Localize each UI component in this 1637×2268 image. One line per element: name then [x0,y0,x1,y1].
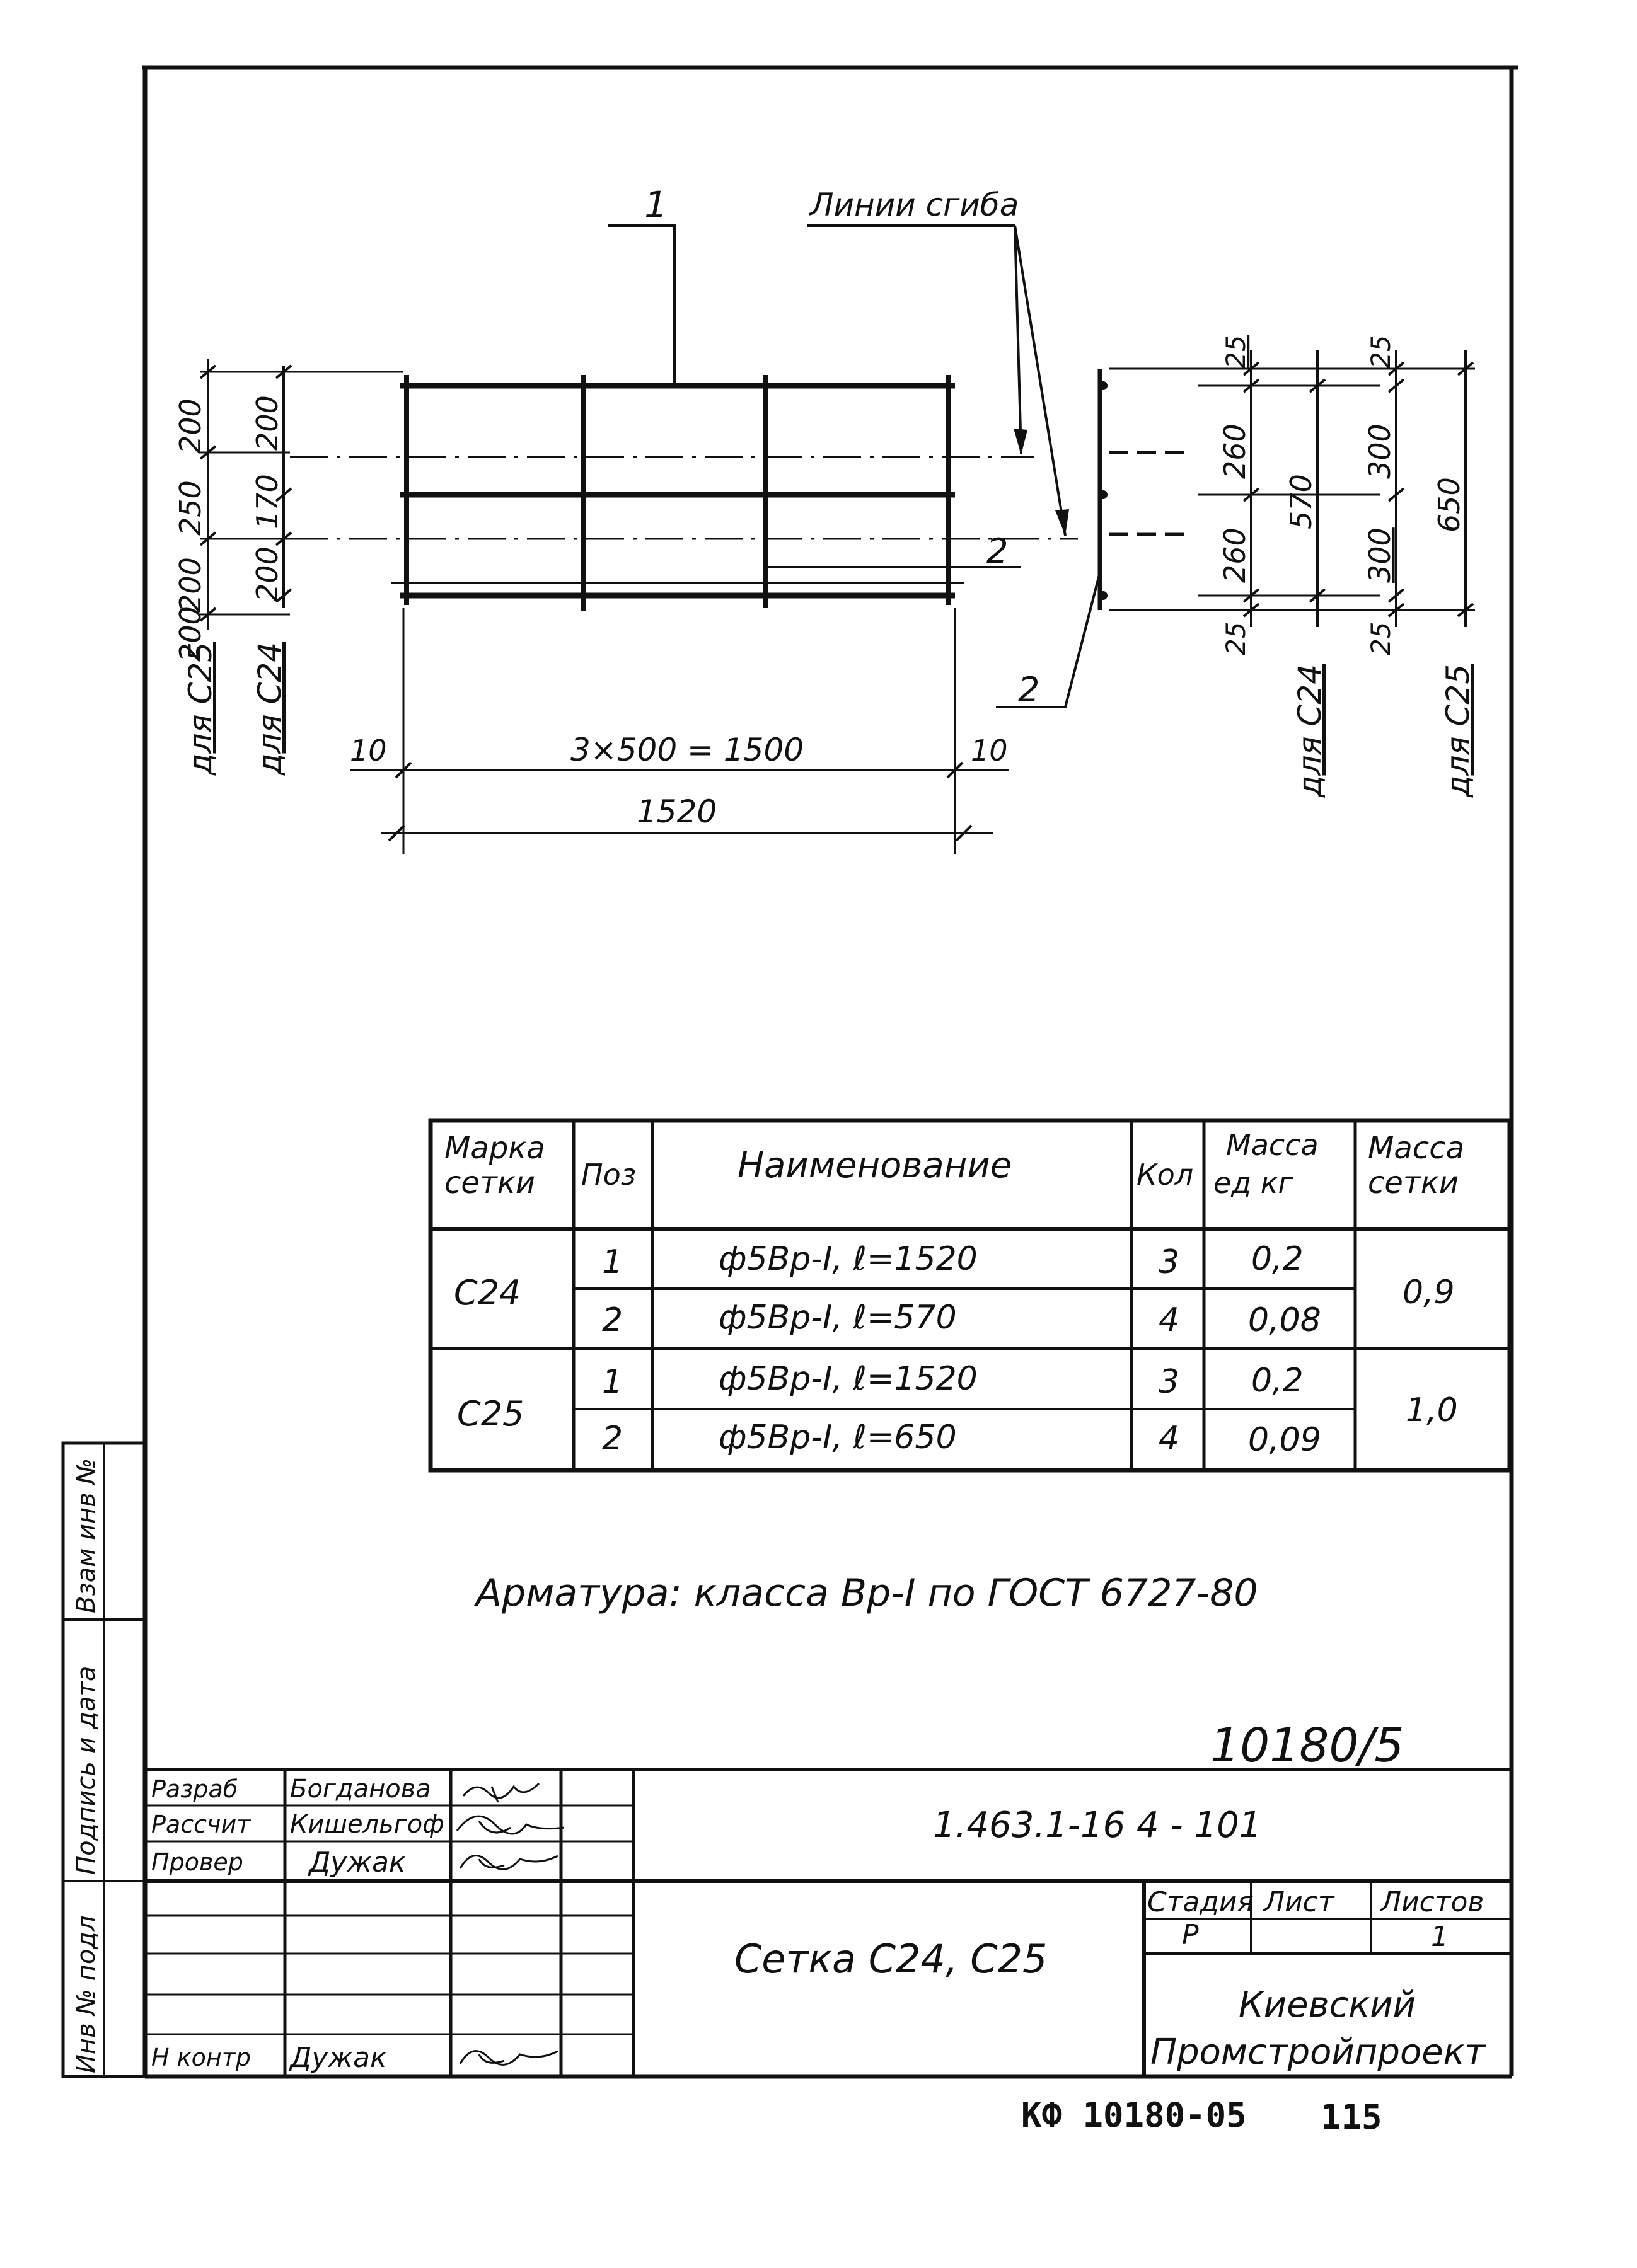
header-unit-mass-1: Масса [1226,1128,1319,1162]
row-qty: 3 [1159,1243,1180,1281]
mesh-plan-view [290,375,1078,854]
left-caption-c25: для С25 [182,642,219,775]
sec-dim-outer-4: 25 [1365,621,1396,655]
header-name: Наименование [738,1145,1012,1186]
sec-dim-outer-1: 25 [1365,335,1396,369]
dim-left-gap: 10 [350,734,387,768]
document-code: 1.463.1-16 4 - 101 [933,1805,1262,1846]
row-qty: 3 [1159,1363,1180,1401]
role-norm-control: Н контр [151,2044,251,2071]
left-dim-inner-2: 170 [250,474,284,529]
sheets-label: Листов [1380,1886,1484,1918]
sec-dim-inner-1: 25 [1220,335,1251,369]
mesh-section-view [996,335,1476,798]
row-name: ф5Вр-I, ℓ=1520 [719,1240,978,1278]
sec-caption-c24: для С24 [1292,664,1328,797]
signature [460,2051,558,2065]
mark-c25: С25 [457,1394,524,1434]
row-mass-unit: 0,2 [1251,1362,1304,1400]
organization-line1: Киевский [1239,1984,1416,2025]
sec-dim-outer-total: 650 [1432,477,1466,532]
sec-dim-inner-total: 570 [1284,474,1318,529]
leader-pos2-section-label: 2 [1018,670,1040,710]
sheets-value: 1 [1431,1921,1449,1953]
name-checker: Дужак [309,1846,406,1879]
name-calculator: Кишельгоф [290,1810,444,1839]
header-mesh-mass-2: сетки [1368,1165,1459,1200]
row-name: ф5Вр-I, ℓ=650 [719,1419,957,1456]
left-dim-inner-3: 200 [250,546,284,602]
name-developer: Богданова [290,1775,431,1804]
row-pos: 1 [602,1363,623,1401]
signature [460,1856,558,1870]
role-checker: Провер [151,1848,243,1876]
sec-dim-outer-3: 300 [1363,527,1397,583]
sheet-label: Лист [1264,1886,1334,1918]
page-number: 115 [1321,2097,1382,2137]
bottom-dimensions [350,732,1009,841]
mark-c24: С24 [454,1273,521,1313]
leader-pos1-label: 1 [644,183,668,226]
name-norm-control: Дужак [290,2042,387,2074]
row-pos: 2 [602,1420,623,1458]
row-name: ф5Вр-I, ℓ=570 [719,1299,957,1337]
row-mass-unit: 0,08 [1248,1301,1321,1339]
row-qty: 4 [1159,1301,1180,1339]
stamp-inv-orig: Инв № подл [72,1915,101,2073]
header-qty: Кол [1137,1158,1194,1192]
sec-dim-inner-3: 260 [1218,527,1252,583]
signature [457,1816,564,1834]
row-qty: 4 [1159,1420,1180,1458]
side-stamp [63,1443,145,2076]
leader-pos2-plan [763,531,1021,571]
sheet-number: 10180/5 [1210,1718,1404,1773]
dim-total: 1520 [637,793,717,830]
header-mark-1: Марка [444,1131,545,1166]
sec-caption-c25: для С25 [1440,664,1476,797]
left-dim-inner-1: 200 [250,395,284,451]
mass-total-c25: 1,0 [1406,1391,1458,1429]
stamp-sign-date: Подпись и дата [72,1666,101,1875]
row-name: ф5Вр-I, ℓ=1520 [719,1360,978,1398]
dim-right-gap: 10 [971,734,1008,768]
header-pos: Поз [581,1158,637,1192]
signature [463,1783,539,1802]
header-mark-2: сетки [444,1165,536,1200]
left-dim-outer-3: 200 [173,557,207,613]
material-note: Арматура: класса Вр-I по ГОСТ 6727-80 [476,1571,1258,1615]
sec-dim-inner-4: 25 [1220,621,1251,655]
sec-dim-inner-2: 260 [1218,423,1252,479]
left-caption-c24: для С24 [252,642,288,775]
leader-bend-lines [807,187,1069,536]
left-dim-outer-1: 200 [173,398,207,454]
header-unit-mass-2: ед кг [1213,1166,1293,1200]
left-dim-outer-2: 250 [173,480,207,536]
stamp-replaces-inv: Взам инв № [72,1458,101,1613]
role-developer: Разраб [151,1775,238,1803]
left-dim-outer-4: 200 [173,606,207,662]
role-calculator: Рассчит [151,1810,251,1838]
sheet-number-mark [1198,1718,1450,1773]
dim-span: 3×500 = 1500 [570,732,804,768]
sec-dim-outer-2: 300 [1363,423,1397,479]
document-title: Сетка С24, С25 [734,1936,1048,1982]
header-mesh-mass-1: Масса [1368,1131,1465,1166]
stage-label: Стадия [1147,1886,1254,1918]
row-pos: 2 [602,1301,623,1339]
stage-value: Р [1182,1919,1199,1951]
title-block [145,1770,1512,2076]
row-mass-unit: 0,09 [1248,1421,1321,1459]
organization-line2: Промстройпроект [1150,2032,1486,2073]
leader-pos2-plan-label: 2 [986,531,1009,571]
mass-total-c24: 0,9 [1403,1274,1455,1311]
spec-table [431,1120,1510,1470]
row-pos: 1 [602,1243,623,1281]
archive-code: КФ 10180-05 [1021,2095,1247,2135]
row-mass-unit: 0,2 [1251,1240,1304,1278]
leader-pos1 [608,183,676,386]
left-dimension-chains [173,359,403,776]
bend-lines-label: Линии сгиба [810,187,1019,223]
